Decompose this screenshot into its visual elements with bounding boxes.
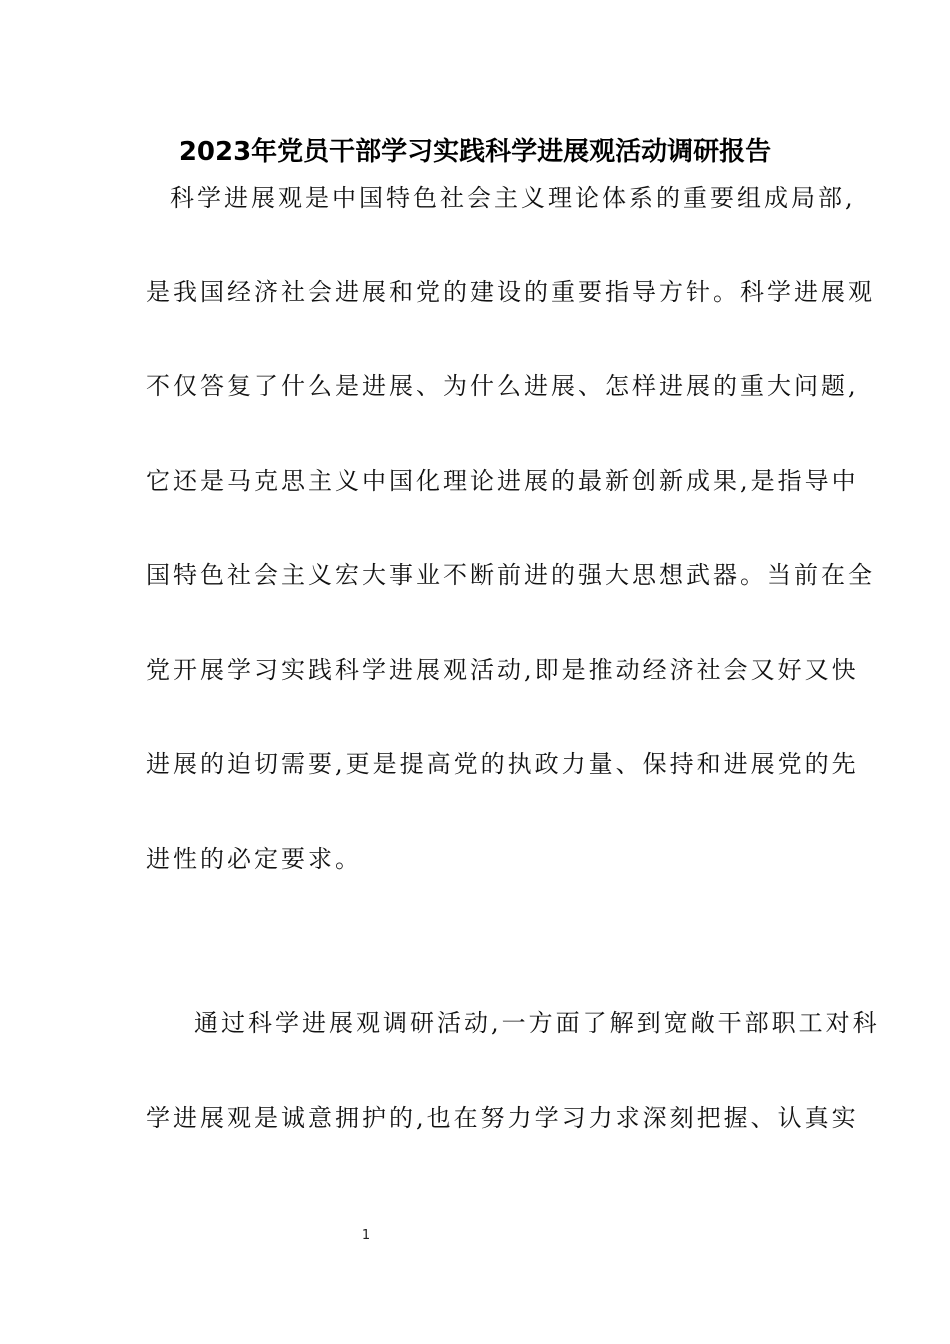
paragraph-1-line-7: 进展的迫切需要,更是提高党的执政力量、保持和进展党的先 <box>146 750 859 778</box>
paragraph-2-line-2: 学进展观是诚意拥护的,也在努力学习力求深刻把握、认真实 <box>146 1104 859 1132</box>
paragraph-1-line-6: 党开展学习实践科学进展观活动,即是推动经济社会又好又快 <box>146 656 859 684</box>
paragraph-1-line-2: 是我国经济社会进展和党的建设的重要指导方针。科学进展观 <box>146 278 875 306</box>
paragraph-1-line-3: 不仅答复了什么是进展、为什么进展、怎样进展的重大问题, <box>146 372 859 400</box>
document-title: 2023年党员干部学习实践科学进展观活动调研报告 <box>178 137 772 167</box>
paragraph-2-line-1: 通过科学进展观调研活动,一方面了解到宽敞干部职工对科 <box>194 1009 880 1037</box>
paragraph-1-line-4: 它还是马克思主义中国化理论进展的最新创新成果,是指导中 <box>146 467 859 495</box>
paragraph-1-line-1: 科学进展观是中国特色社会主义理论体系的重要组成局部, <box>170 184 856 212</box>
paragraph-1-line-8: 进性的必定要求。 <box>146 845 362 873</box>
page-number: 1 <box>361 1228 371 1243</box>
paragraph-1-line-5: 国特色社会主义宏大事业不断前进的强大思想武器。当前在全 <box>146 561 875 589</box>
